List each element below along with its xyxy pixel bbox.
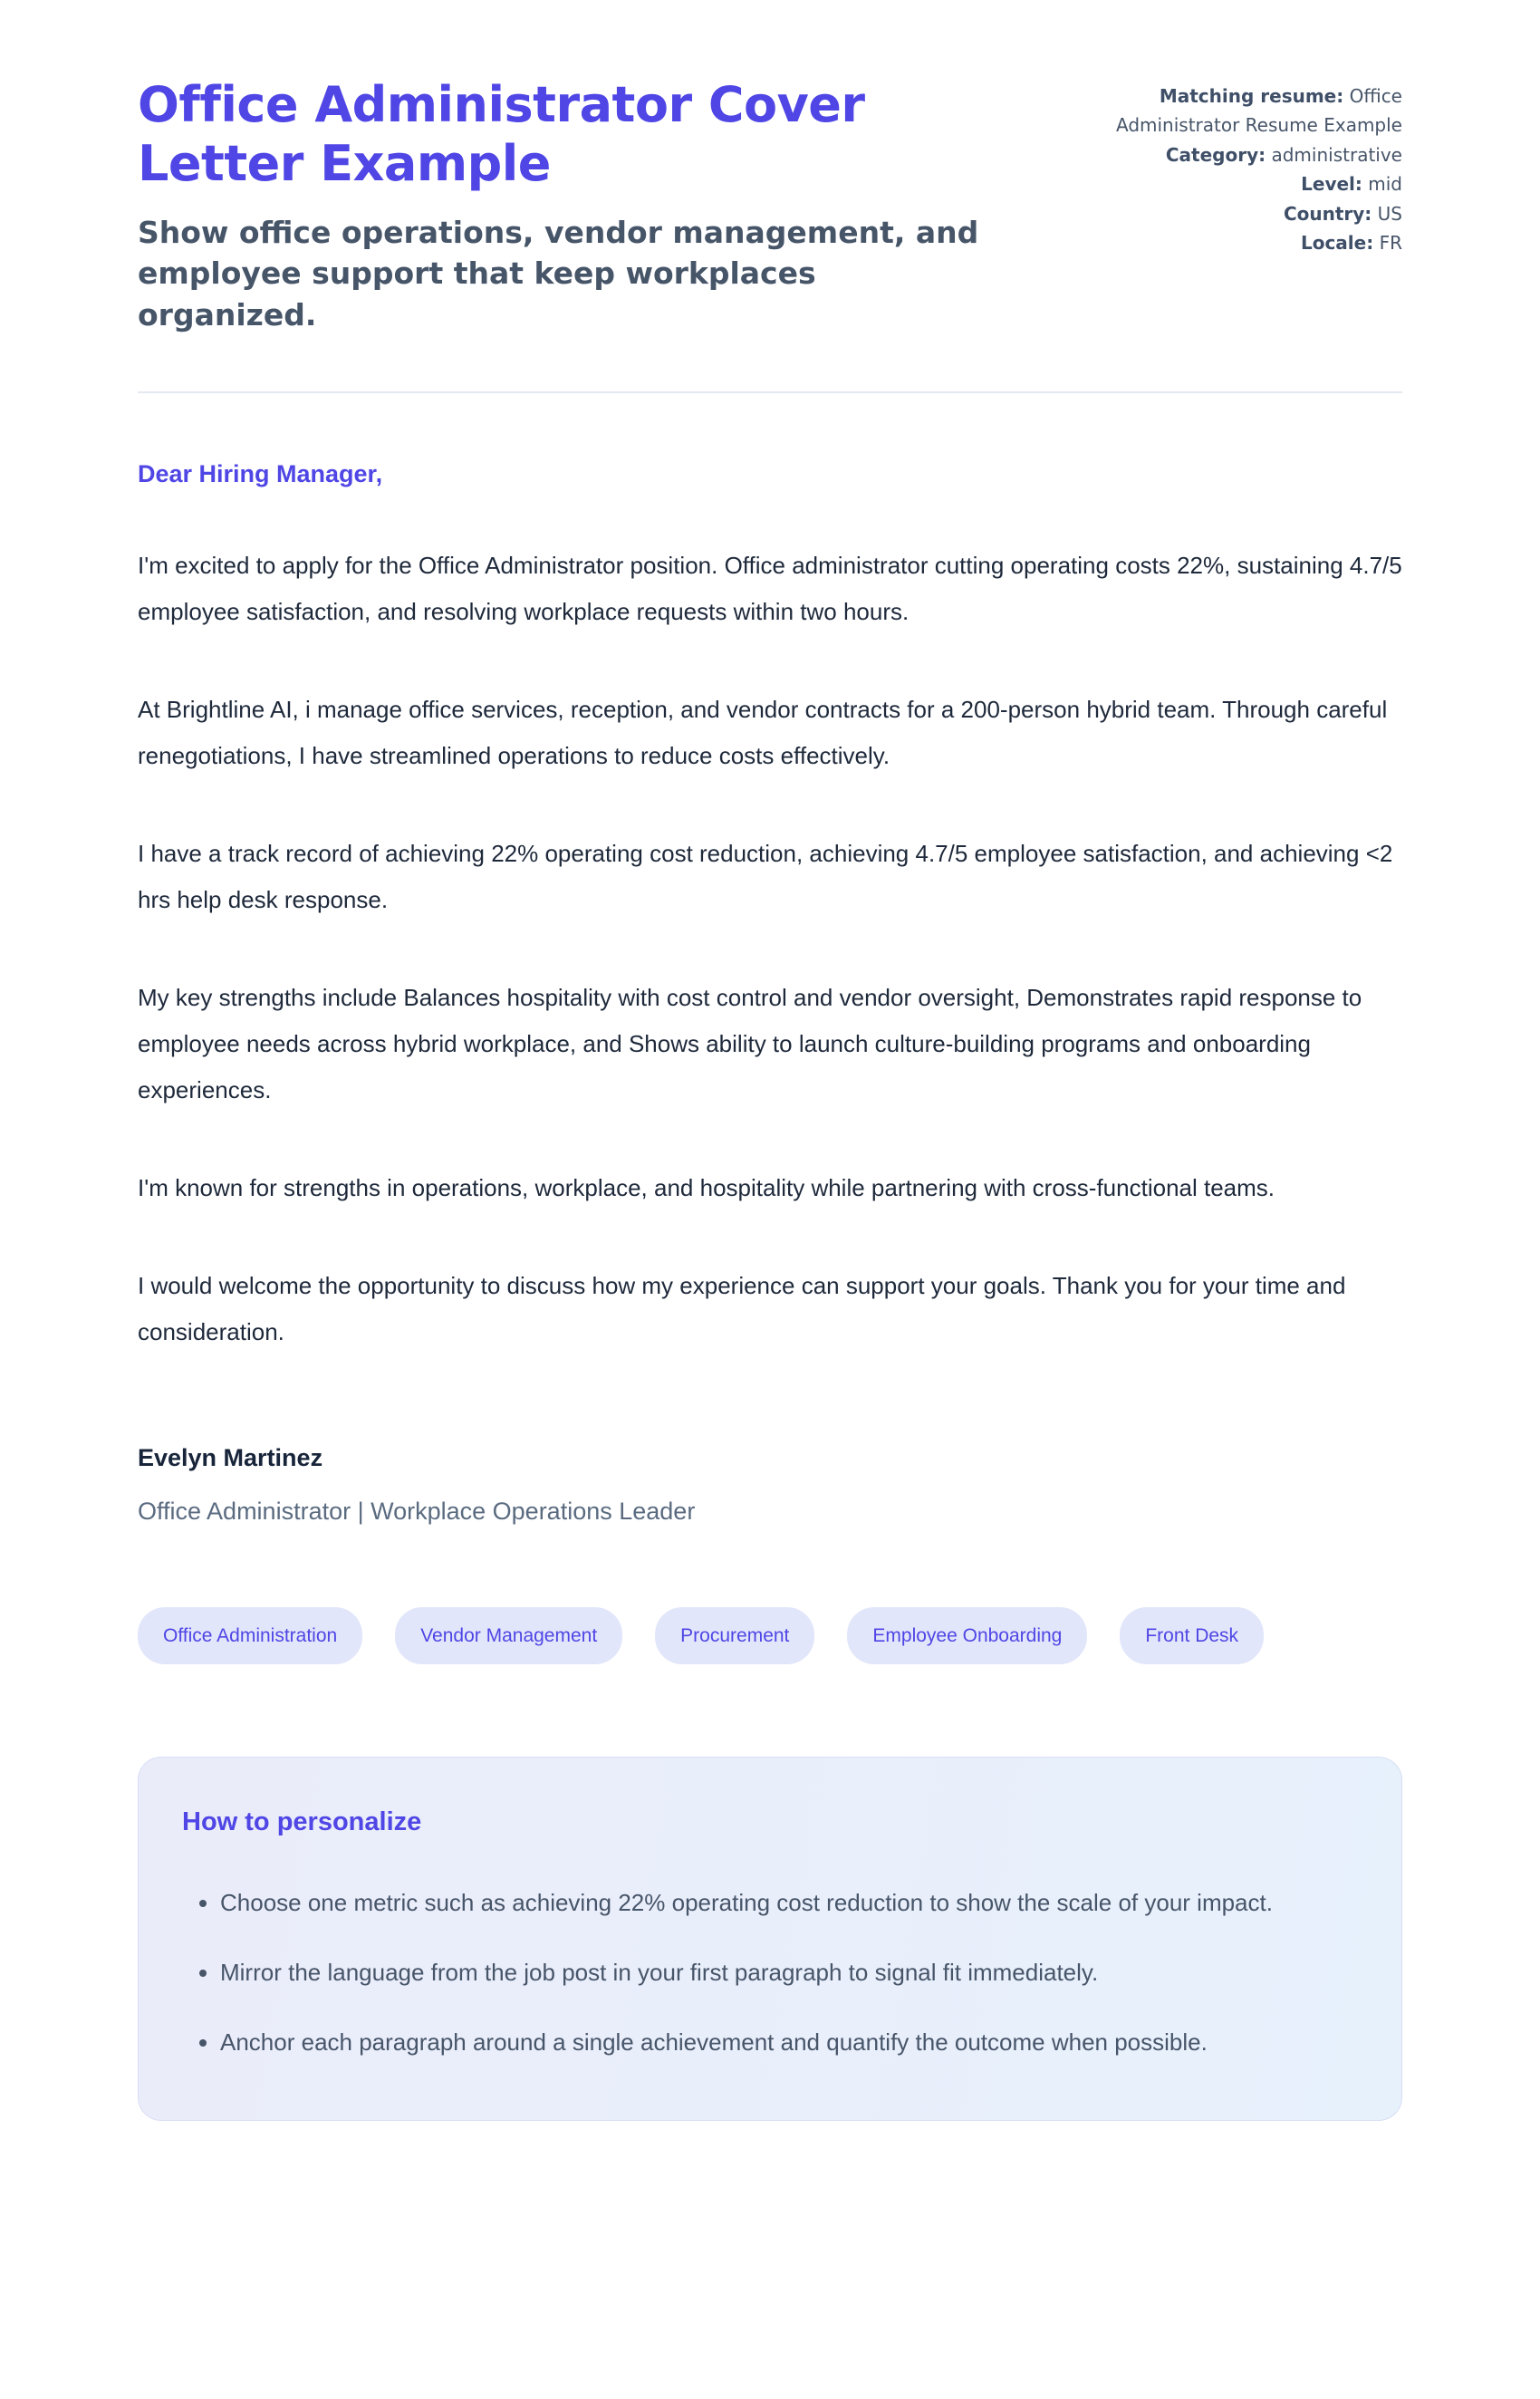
tag-chip-front-desk[interactable]: Front Desk	[1120, 1607, 1264, 1664]
meta-label: Level:	[1301, 173, 1362, 196]
letter-paragraph: I would welcome the opportunity to discuss how my experience can support your goals. Thank you for your time and consideration.	[138, 1272, 1346, 1346]
tip-item: • Mirror the language from the job post in your first paragraph to signal fit immediately.	[220, 1950, 1358, 1996]
divider	[138, 391, 1402, 393]
tip-item: • Choose one metric such as achieving 22% operating cost reduction to show the scale of your impact.	[220, 1880, 1358, 1926]
meta-row-level	[1094, 169, 1402, 198]
tip-item: • Anchor each paragraph around a single achievement and quantify the outcome when possible.	[220, 2019, 1358, 2066]
header-text-block	[138, 76, 1025, 335]
page-title: Office Administrator Cover Letter Example	[138, 76, 865, 192]
letter-paragraph: I have a track record of achieving 22% operating cost reduction, achieving 4.7/5 employee satisfaction, and achieving <2 hrs help desk response.	[138, 840, 1393, 914]
meta-value: mid	[1368, 173, 1402, 196]
tag-chip-procurement[interactable]: Procurement	[655, 1607, 814, 1664]
letter-paragraph: I'm known for strengths in operations, workplace, and hospitality while partnering with cross-functional teams.	[138, 1174, 1275, 1202]
meta-panel	[1094, 82, 1402, 257]
meta-value: administrative	[1271, 143, 1402, 166]
meta-label: Category:	[1165, 143, 1266, 166]
tag-chip-office-administration[interactable]: Office Administration	[138, 1607, 362, 1664]
meta-row-category	[1094, 140, 1402, 169]
tips-list	[182, 1880, 1358, 2066]
tips-heading: How to personalize	[182, 1807, 422, 1837]
tag-chip-employee-onboarding[interactable]: Employee Onboarding	[847, 1607, 1087, 1664]
letter-paragraph: I'm excited to apply for the Office Administrator position. Office administrator cutting operating costs 22%, sustaining 4.7/5 employee satisfaction, and resolving workplace requests within two hours.	[138, 552, 1402, 626]
personalize-tips-box	[138, 1757, 1402, 2121]
page	[138, 0, 1402, 2168]
letter-paragraph: At Brightline AI, i manage office services, reception, and vendor contracts for a 200-person hybrid team. Through careful renegotiations, I have streamlined operations to reduce costs effectively.	[138, 696, 1388, 770]
meta-row-country	[1094, 199, 1402, 228]
meta-value: US	[1377, 202, 1402, 225]
meta-value: Office Administrator Resume Example	[1115, 85, 1402, 137]
meta-row-locale	[1094, 228, 1402, 257]
signature-block	[138, 1442, 1402, 1527]
meta-label: Country:	[1283, 202, 1372, 225]
cover-letter-body	[138, 458, 1402, 1527]
header	[138, 76, 1402, 335]
meta-label: Matching resume:	[1159, 85, 1344, 107]
letter-paragraph: My key strengths include Balances hospitality with cost control and vendor oversight, Demonstrates rapid response to employee needs across hybrid workplace, and Shows ability to launch culture-building programs and onboarding experiences.	[138, 984, 1362, 1104]
page-subtitle: Show office operations, vendor management, and employee support that keep workplaces organized.	[138, 214, 979, 332]
meta-label: Locale:	[1300, 231, 1374, 254]
tag-chip-vendor-management[interactable]: Vendor Management	[395, 1607, 622, 1664]
meta-value: FR	[1379, 231, 1402, 254]
tag-list	[138, 1607, 1402, 1664]
signature-name: Evelyn Martinez	[138, 1444, 323, 1472]
meta-row-matching-resume	[1094, 82, 1402, 140]
signature-role: Office Administrator | Workplace Operations Leader	[138, 1498, 696, 1526]
greeting: Dear Hiring Manager,	[138, 460, 383, 488]
